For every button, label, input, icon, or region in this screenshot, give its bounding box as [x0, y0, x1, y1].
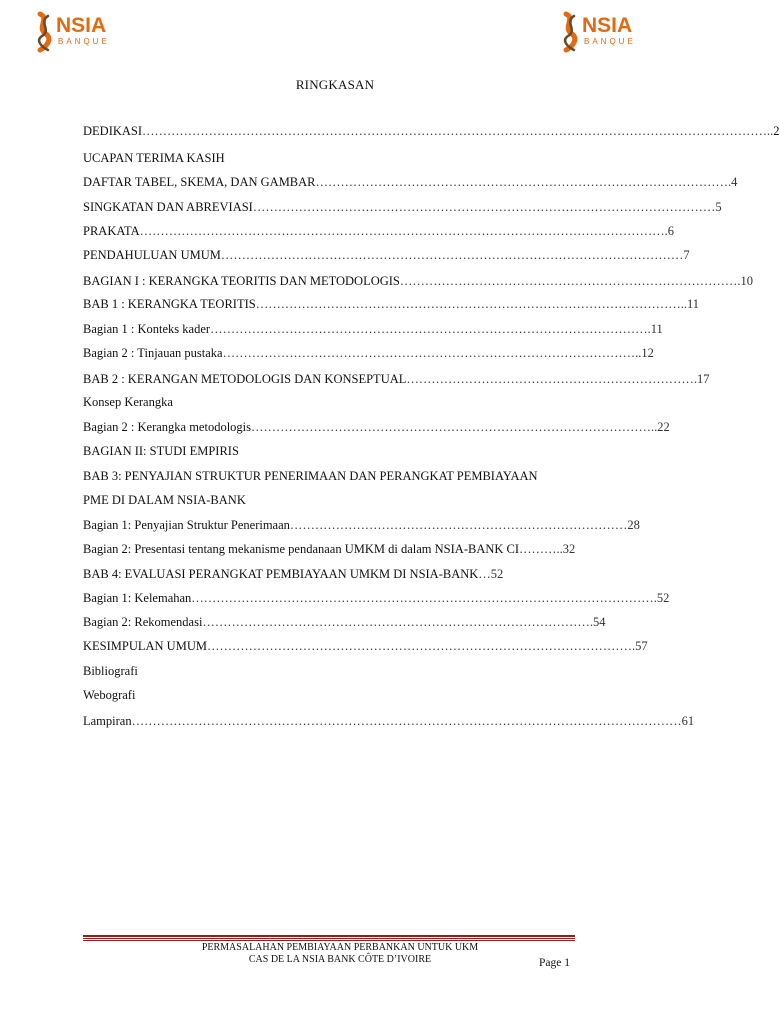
footer-rule: [83, 935, 575, 941]
toc-entry: [83, 469, 538, 483]
toc-entry-label: Bagian 1: Kelemahan: [83, 591, 192, 605]
nsia-swirl-icon: [558, 12, 582, 52]
toc-entry-dots: …………………………………………………………………………………………………7: [220, 248, 690, 262]
logo-sub-text: BANQUE: [584, 37, 636, 46]
toc-entry: [83, 688, 135, 702]
toc-entry-dots: ……………………………………………………………………….10: [399, 274, 754, 288]
footer-line-2: CAS DE LA NSIA BANK CÔTE D’IVOIRE: [248, 954, 432, 965]
toc-entry-dots: …52: [478, 567, 504, 581]
toc-entry: [83, 615, 606, 629]
toc-entry-page: 2: [773, 124, 780, 138]
toc-entry-label: Webografi: [83, 688, 136, 702]
toc-entry-label: PME DI DALAM NSIA-BANK: [83, 493, 246, 507]
toc-entry-label: Bagian 1: Penyajian Struktur Penerimaan: [83, 518, 290, 532]
toc-entry: [83, 297, 699, 311]
toc-entry-dots: ……………………………………………………………………………………..22: [251, 420, 670, 434]
toc-entry: [83, 322, 663, 336]
toc-entry-label: UCAPAN TERIMA KASIH: [83, 151, 225, 165]
nsia-logo-right: [558, 12, 638, 52]
toc-entry: [83, 395, 173, 409]
toc-entry: [83, 444, 239, 458]
toc-entry: [83, 248, 690, 262]
toc-entry: [83, 372, 710, 386]
toc-entry: [83, 274, 753, 288]
toc-entry-dots: ………..32: [519, 542, 576, 556]
toc-entry-label: Lampiran: [83, 714, 132, 728]
toc-entry-label: BAGIAN I : KERANGKA TEORITIS DAN METODOLOGIS: [83, 274, 400, 288]
toc-entry: [83, 224, 674, 238]
toc-entry-label: PRAKATA: [83, 224, 140, 238]
toc-entry-label: BAB 2 : KERANGAN METODOLOGIS DAN KONSEPTUAL: [83, 372, 407, 386]
toc-entry-dots: ………………………………………………………………………28: [289, 518, 640, 532]
toc-entry: [83, 175, 737, 189]
nsia-swirl-icon: [32, 12, 56, 52]
toc-entry-label: Bibliografi: [83, 664, 138, 678]
toc-entry-label: BAB 3: PENYAJIAN STRUKTUR PENERIMAAN DAN PERANGKAT PEMBIAYAAN: [83, 469, 538, 483]
toc-entry-label: Bagian 2: Rekomendasi: [83, 615, 203, 629]
toc-entry: [83, 542, 575, 556]
toc-entry: [83, 714, 694, 728]
footer-line-1: PERMASALAHAN PEMBIAYAAN PERBANKAN UNTUK UKM: [201, 942, 479, 953]
toc-entry: [83, 151, 225, 165]
toc-entry-label: SINGKATAN DAN ABREVIASI: [83, 200, 253, 214]
toc-entry-dots: …………………………………………………………………………………………………5: [252, 200, 722, 214]
toc-entry-dots: ………………………………………………………………………………………….57: [206, 639, 648, 653]
logo-sub-text: BANQUE: [58, 37, 110, 46]
toc-entry-label: KESIMPULAN UMUM: [83, 639, 207, 653]
toc-entry-dots: ……………………………………………………………………………………………………………………………………..: [142, 124, 774, 138]
toc-entry-label: DAFTAR TABEL, SKEMA, DAN GAMBAR: [83, 175, 316, 189]
toc-entry-label: BAGIAN II: STUDI EMPIRIS: [83, 444, 239, 458]
toc-entry: [83, 639, 648, 653]
logo-brand-text: NSIA: [582, 14, 633, 37]
toc-entry: [83, 591, 669, 605]
toc-entry: [83, 346, 654, 360]
toc-entry-label: Bagian 2 : Tinjauan pustaka: [83, 346, 223, 360]
toc-entry: [83, 567, 503, 581]
toc-entry-dots: …………………………………………………………………………………………..11: [255, 297, 699, 311]
toc-entry: [83, 124, 780, 138]
toc-entry-dots: ……………………………………………………………………………………………………………………61: [131, 714, 695, 728]
toc-entry-label: BAB 1 : KERANGKA TEORITIS: [83, 297, 256, 311]
toc-entry: [83, 200, 722, 214]
toc-entry: [83, 518, 640, 532]
toc-entry-label: Konsep Kerangka: [83, 395, 173, 409]
page-number: Page 1: [539, 957, 570, 969]
toc-entry-dots: ……………………………………………………………………………………….4: [315, 175, 738, 189]
footer-title: [200, 942, 480, 966]
toc-entry-dots: …………………………………………………………………………………………….11: [210, 322, 663, 336]
toc-entry: [83, 664, 138, 678]
toc-entry-dots: …………………………………………………………….17: [406, 372, 710, 386]
toc-entry-label: BAB 4: EVALUASI PERANGKAT PEMBIAYAAN UMKM DI NSIA-BANK: [83, 567, 479, 581]
toc-entry-dots: ………………………………………………………………………………………………….52: [191, 591, 670, 605]
toc-entry-label: Bagian 2: Presentasi tentang mekanisme pendanaan UMKM di dalam NSIA-BANK CI: [83, 542, 520, 556]
logo-brand-text: NSIA: [56, 14, 107, 37]
toc-entry-label: DEDIKASI: [83, 124, 143, 138]
toc-entry-dots: ………………………………………………………………………………………..12: [222, 346, 654, 360]
toc-entry: [83, 420, 670, 434]
toc-entry: [83, 493, 246, 507]
page-title: RINGKASAN: [295, 77, 375, 92]
toc-entry-label: PENDAHULUAN UMUM: [83, 248, 221, 262]
nsia-logo-left: [32, 12, 112, 52]
toc-entry-dots: ………………………………………………………………………………….54: [202, 615, 606, 629]
toc-entry-dots: ……………………………………………………………………………………………………………….6: [139, 224, 675, 238]
toc-entry-label: Bagian 2 : Kerangka metodologis: [83, 420, 252, 434]
toc-entry-label: Bagian 1 : Konteks kader: [83, 322, 211, 336]
